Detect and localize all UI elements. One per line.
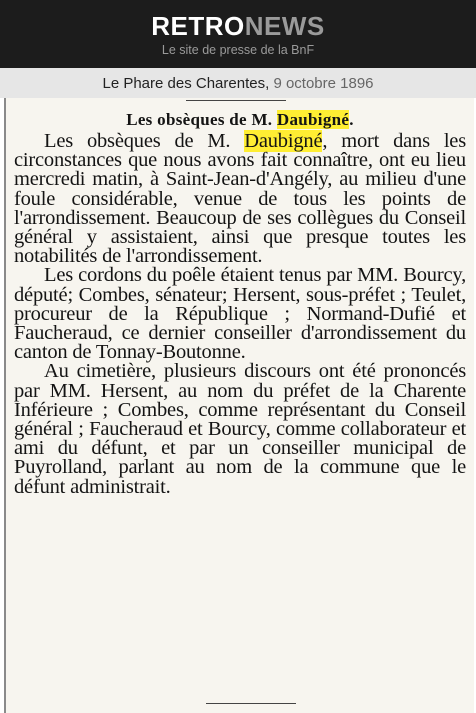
article-body xyxy=(14,108,466,497)
source-bar xyxy=(0,68,476,98)
p1-rest: , mort dans les circonstances que nous avons fait connaître, ont eu lieu mercredi matin, à Saint-Jean-d'Angély, au milieu d'une foule considérable, venue de tous les points de l'arrondissement. Beaucoup de ses collègues du Conseil général y assistaient, ainsi que presque toutes les notabilités de l'arrondissement. xyxy=(14,130,466,268)
title-highlighted-name: Daubigné xyxy=(276,110,350,129)
title-period: . xyxy=(349,110,354,129)
site-header xyxy=(0,0,476,68)
logo-news: NEWS xyxy=(244,10,325,41)
newspaper-name[interactable]: Le Phare des Charentes, xyxy=(102,74,270,92)
publication-date: 9 octobre 1896 xyxy=(273,74,374,92)
top-divider xyxy=(186,100,286,101)
p1-start: Les obsèques de M. xyxy=(44,130,231,152)
paragraph-1 xyxy=(14,132,466,266)
paragraph-3: Au cimetière, plusieurs discours ont été prononcés par MM. Hersent, au nom du préfet de la Charente Inférieure ; Combes, comme représentant du Conseil général ; Faucheraud et Bourcy, comme collaborateur et ami du défunt, et par un conseiller municipal de Puyrolland, parlant au nom de la commune que le défunt administrait. xyxy=(14,360,466,498)
newspaper-clipping xyxy=(4,98,474,713)
paragraph-2: Les cordons du poêle étaient tenus par MM. Bourcy, député; Combes, sénateur; Hersent, sous-préfet ; Teulet, procureur de la République ; Normand-Dufié et Faucheraud, ce dernier conseiller d'arrondissement du canton de Tonnay-Boutonne. xyxy=(14,264,466,364)
p1-highlighted-name: Daubigné xyxy=(244,130,323,152)
logo-retro: RETRO xyxy=(151,10,245,41)
title-text: Les obsèques de M. xyxy=(126,110,273,129)
site-tagline: Le site de presse de la BnF xyxy=(161,42,315,57)
article-title xyxy=(14,108,466,132)
retronews-logo[interactable] xyxy=(151,12,325,40)
bottom-divider xyxy=(206,703,296,704)
